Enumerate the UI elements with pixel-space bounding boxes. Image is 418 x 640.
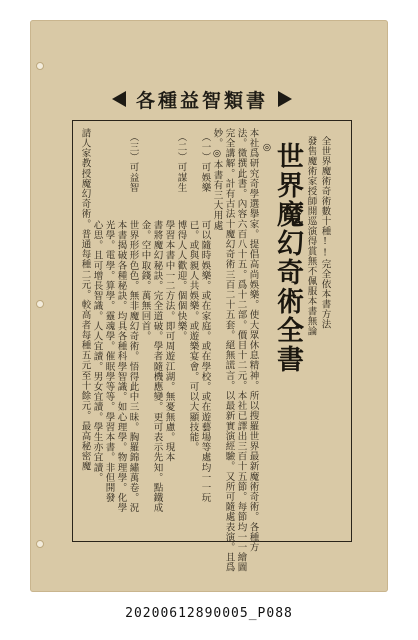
book-title: 世界魔幻奇術全書 <box>272 142 303 374</box>
section-3-heading-display: （三）可益智 <box>127 132 139 193</box>
left-triangle-icon <box>112 91 126 107</box>
section-3-line-4: 心思。且可增長智識。人人宜讀。男女宜讀。學生亦宜讀。 <box>91 220 103 483</box>
section-2-line-4: 金。空中取錢。萬無回首。 <box>139 220 151 342</box>
section-1-heading: （一）可娛樂 <box>199 132 211 193</box>
punch-hole-middle <box>36 300 44 308</box>
subtitle-line-2: 發售魔術家授師開巡演得賞無不佩服本書無論 <box>305 136 317 336</box>
intro-line-3: 完全講解。計有古法十魔幻奇術三百二十五套。絕無謊言。以最新實演經驗。又所可隨處表演。且爲 <box>223 128 235 573</box>
banner-title: 各種益智類書 <box>135 89 268 112</box>
punch-hole-top <box>36 62 44 70</box>
section-1-line-2: 已。或與親人共娛樂。或遊樂宴會。可以大顯技能。 <box>187 220 199 453</box>
subtitle-line-1: 全世界魔術奇術數十種!!完全依本書方法 <box>319 136 331 329</box>
section-2-line-3: 書將魔幻秘訣。完全道破。學者隨機應變。更可表示先知。點鐵成 <box>151 220 163 513</box>
archive-caption: 20200612890005_P088 <box>125 606 293 621</box>
intro-line-4: 妙。◎本書有三大用處 <box>211 128 223 231</box>
intro-line-2: 法。微撰此書。內容六百八十五。爲十二部。價目十二元。本社已譯出三百十五節。每節均一一繪圖 <box>235 128 247 573</box>
section-3-line-3: 光學。電學。算學。靈魂學。催眠學等等。學習本書。非但開發 <box>103 220 115 503</box>
section-3-line-1: 世界形形色色。無非魔幻奇術。悟得此中三昧。胸羅錦繡萬卷。況 <box>127 220 139 513</box>
section-2-line-2: 學習本書中一二方法。即可周遊江湖。無憂無慮。現本 <box>163 220 175 463</box>
banner <box>76 88 328 110</box>
section-2-heading: （二）可謀生 <box>175 132 187 193</box>
section-2-line-1: 博得人人歡迎。個個快樂。 <box>175 220 187 342</box>
intro-line-1: 本社爲研究奇學選擧家。提倡高尚娛樂。使大眾休息精神。所以搜羅世界最新魔術奇術。各種方 <box>247 128 259 553</box>
punch-hole-bottom <box>36 540 44 548</box>
section-1-line-1: 可以隨時娛樂。或在家庭。或在學校。或在遊藝場等處均一一玩 <box>199 220 211 503</box>
closing-line-one: 請人家教授魔幻奇術。普通每種二元。較高者每種五元至十餘元。最高秘密魔 <box>79 128 91 472</box>
circle-mark: ◎ <box>261 142 273 154</box>
right-triangle-icon <box>278 91 292 107</box>
section-3-line-2: 本書揭破各種秘訣。均具各種科學智識。如心理學。物理學。化學 <box>115 220 127 513</box>
